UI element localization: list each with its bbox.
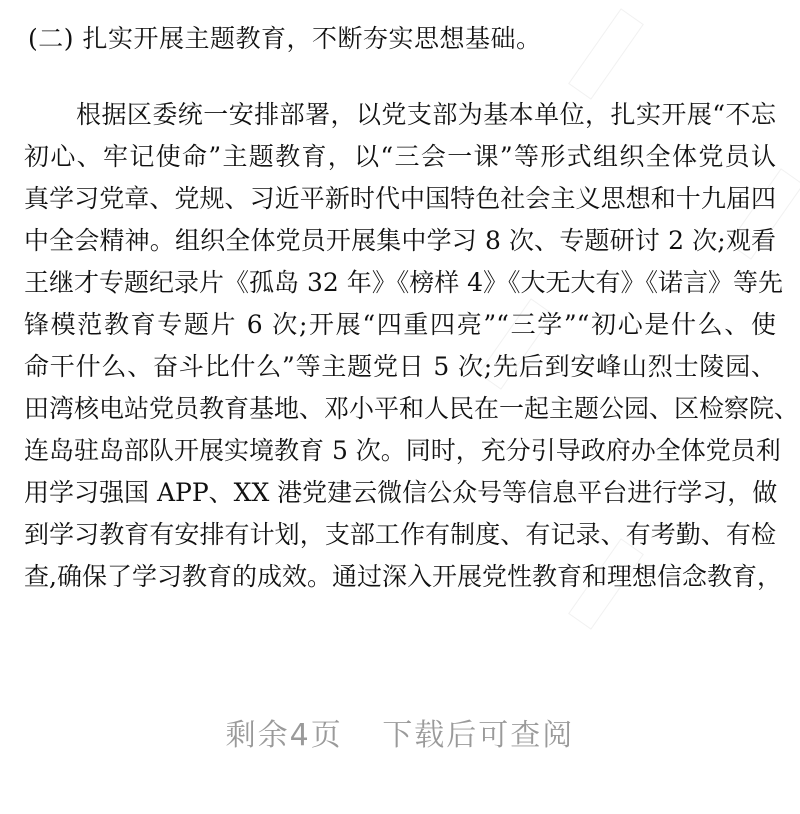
paragraph-line: 真学习党章、党规、习近平新时代中国特色社会主义思想和十九届四 xyxy=(24,184,776,213)
remaining-pages-text: 剩余4页 xyxy=(225,718,343,753)
paragraph-line: 中全会精神。组织全体党员开展集中学习 8 次、专题研讨 2 次;观看 xyxy=(24,226,776,255)
watermark-stamp xyxy=(568,8,644,99)
body-paragraph xyxy=(24,94,800,598)
paragraph-line: 到学习教育有安排有计划，支部工作有制度、有记录、有考勤、有检 xyxy=(24,520,776,549)
paragraph-line: 王继才专题纪录片《孤岛 32 年》《榜样 4》《大无大有》《诺言》等先 xyxy=(24,268,784,297)
section-heading: (二) 扎实开展主题教育，不断夯实思想基础。 xyxy=(28,24,542,53)
paragraph-line: 用学习强国 APP、XX 港党建云微信公众号等信息平台进行学习，做 xyxy=(24,478,778,507)
paragraph-line: 田湾核电站党员教育基地、邓小平和人民在一起主题公园、区检察院、 xyxy=(24,394,800,423)
download-hint-text: 下载后可查阅 xyxy=(382,718,575,753)
paragraph-line: 查,确保了学习教育的成效。通过深入开展党性教育和理想信念教育， xyxy=(24,562,782,591)
download-prompt[interactable] xyxy=(0,716,800,756)
paragraph-line: 命干什么、奋斗比什么”等主题党日 5 次;先后到安峰山烈士陵园、 xyxy=(24,352,776,381)
paragraph-line: 根据区委统一安排部署，以党支部为基本单位，扎实开展“不忘 xyxy=(76,100,776,129)
paragraph-line: 连岛驻岛部队开展实境教育 5 次。同时，充分引导政府办全体党员利 xyxy=(24,436,781,465)
paragraph-line: 锋模范教育专题片 6 次;开展“四重四亮”“三学”“初心是什么、使 xyxy=(24,310,776,339)
paragraph-line: 初心、牢记使命”主题教育，以“三会一课”等形式组织全体党员认 xyxy=(24,142,776,171)
